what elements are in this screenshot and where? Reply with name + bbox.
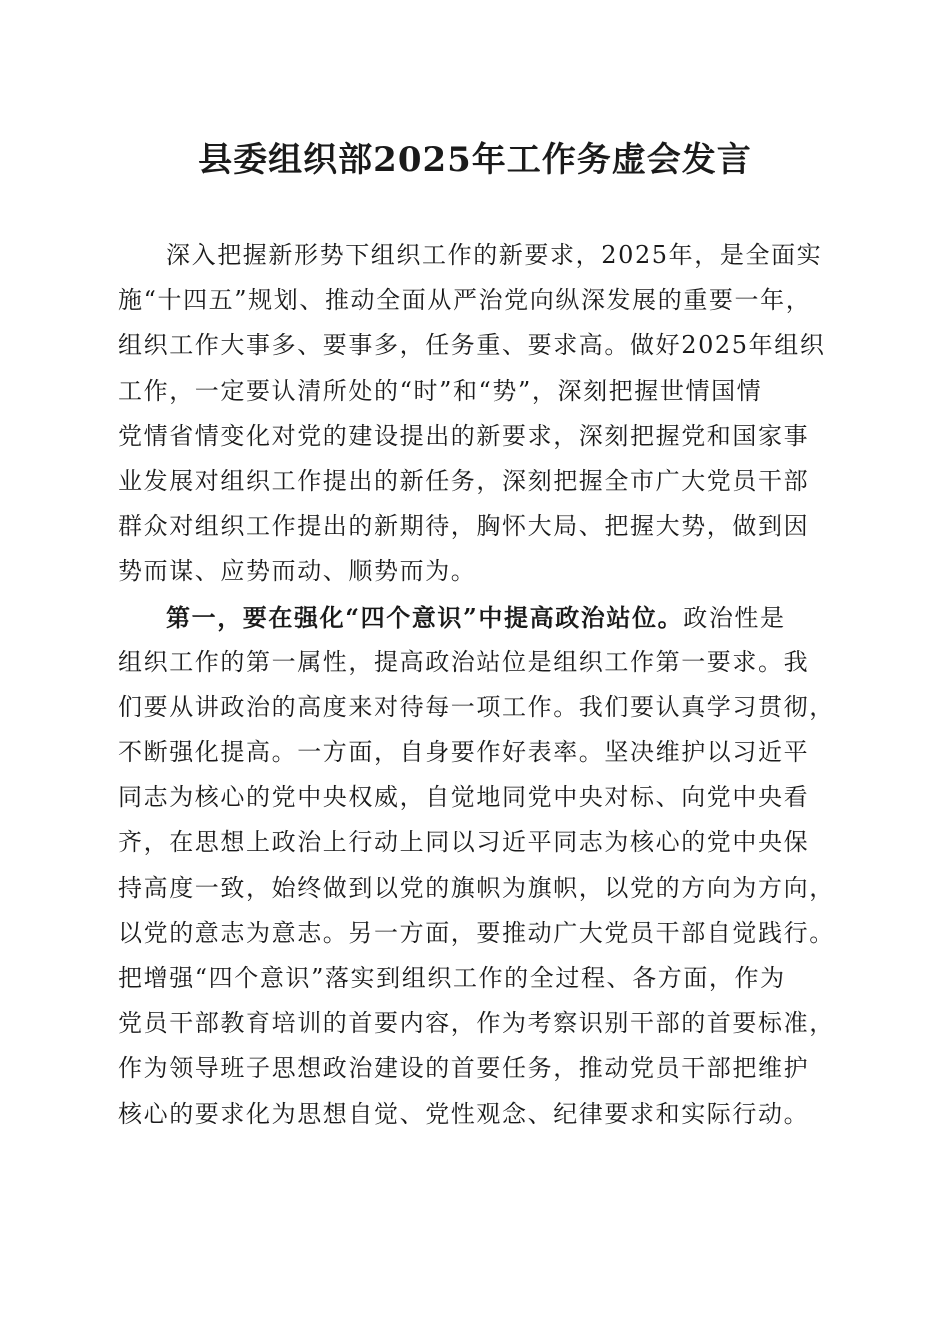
paragraph-2-line: 党员干部教育培训的首要内容，作为考察识别干部的首要标准， <box>118 1009 835 1038</box>
paragraph-2-line: 们要从讲政治的高度来对待每一项工作。我们要认真学习贯彻， <box>118 692 835 721</box>
paragraph-2-lead-heading: 第一，要在强化“四个意识”中提高政治站位。 <box>166 602 684 632</box>
paragraph-2-line: 齐，在思想上政治上行动上同以习近平同志为核心的党中央保 <box>118 828 810 857</box>
paragraph-2-first-line <box>118 595 833 640</box>
paragraph-2-line: 作为领导班子思想政治建设的首要任务，推动党员干部把维护 <box>118 1054 810 1083</box>
paragraph-2-line: 持高度一致，始终做到以党的旗帜为旗帜，以党的方向为方向， <box>118 873 835 902</box>
document-body <box>118 233 833 1137</box>
paragraph-1-line: 组织工作大事多、要事多，任务重、要求高。做好2025年组织 <box>118 331 826 360</box>
paragraph-1-line: 施“十四五”规划、推动全面从严治党向纵深发展的重要一年， <box>118 286 812 315</box>
paragraph-1-line: 势而谋、应势而动、顺势而为。 <box>118 557 477 586</box>
paragraph-1-line: 业发展对组织工作提出的新任务，深刻把握全市广大党员干部 <box>118 466 810 495</box>
paragraph-2-line: 不断强化提高。一方面，自身要作好表率。坚决维护以习近平 <box>118 738 810 767</box>
paragraph-1-line: 党情省情变化对党的建设提出的新要求，深刻把握党和国家事 <box>118 421 810 450</box>
paragraph-1-line: 工作，一定要认清所处的“时”和“势”，深刻把握世情国情 <box>118 376 763 405</box>
paragraph-1-line: 群众对组织工作提出的新期待，胸怀大局、把握大势，做到因 <box>118 512 810 541</box>
paragraph-2-first-rest: 政治性是 <box>683 603 786 632</box>
paragraph-2-line: 把增强“四个意识”落实到组织工作的全过程、各方面，作为 <box>118 964 786 992</box>
paragraph-2-line: 组织工作的第一属性，提高政治站位是组织工作第一要求。我 <box>118 647 810 676</box>
paragraph-2-line: 以党的意志为意志。另一方面，要推动广大党员干部自觉践行。 <box>118 918 835 947</box>
paragraph-2-line: 同志为核心的党中央权威，自觉地同党中央对标、向党中央看 <box>118 783 810 812</box>
document-title: 县委组织部2025年工作务虚会发言 <box>198 140 752 180</box>
paragraph-2-line: 核心的要求化为思想自觉、党性观念、纪律要求和实际行动。 <box>118 1099 810 1128</box>
paragraph-1-line: 深入把握新形势下组织工作的新要求，2025年，是全面实 <box>166 241 823 269</box>
